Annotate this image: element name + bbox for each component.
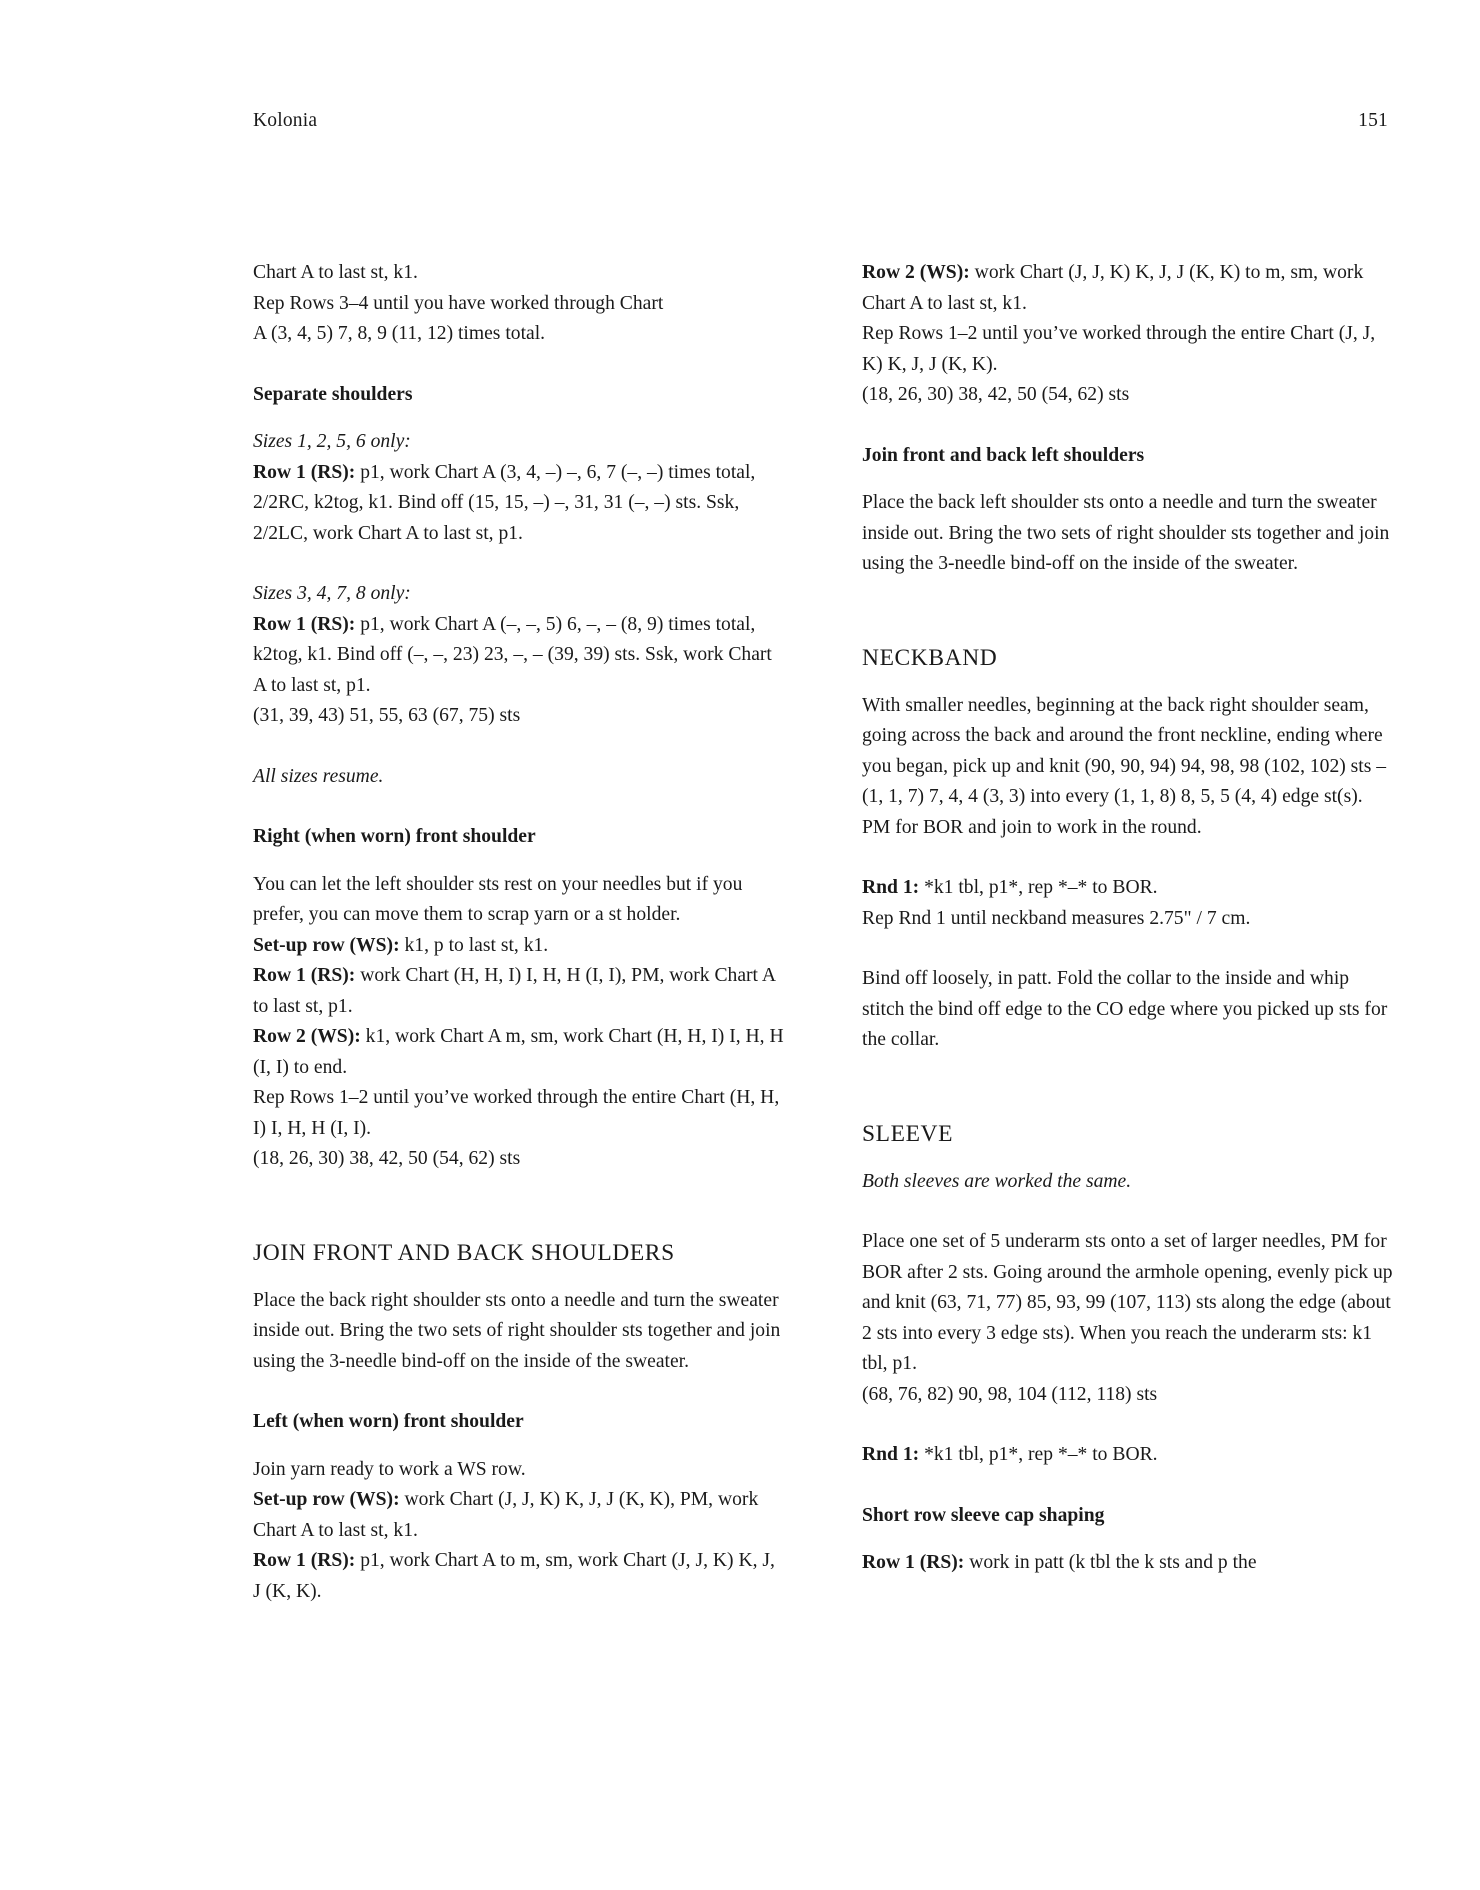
paragraph-right-shoulder: You can let the left shoulder sts rest on your needles but if you prefer, you can move them to scrap yarn or a st holder. — [253, 873, 743, 925]
note-both-sleeves: Both sleeves are worked the same. — [862, 1170, 1132, 1192]
heading-neckband: NECKBAND — [862, 644, 998, 671]
instruction-sizes-3478-row1 — [253, 610, 784, 702]
instruction-sizes-1256-row1 — [253, 458, 784, 550]
note-all-sizes-resume: All sizes resume. — [253, 765, 384, 787]
page-number: 151 — [1358, 110, 1388, 131]
left-column — [253, 258, 784, 1607]
heading-sleeve: SLEEVE — [862, 1120, 954, 1147]
label-short-row-row1: Row 1 (RS): — [862, 1552, 965, 1573]
label-row1-rs: Row 1 (RS): — [253, 461, 356, 483]
instruction-sleeve-rnd1 — [862, 1440, 1393, 1471]
heading-right-front-shoulder: Right (when worn) front shoulder — [253, 826, 536, 847]
instruction-rep-rows: Rep Rows 1–2 until you’ve worked through the entire Chart (H, H, I) I, H, H (I, I). — [253, 1087, 780, 1139]
text-short-row-row1: work in patt (k tbl the k sts and p the — [964, 1552, 1257, 1573]
heading-left-front-shoulder: Left (when worn) front shoulder — [253, 1411, 524, 1432]
text-row1: work Chart (H, H, I) I, H, H (I, I), PM, work Chart A to last st, p1. — [253, 965, 775, 1017]
paragraph-neckband: With smaller needles, beginning at the back right shoulder seam, going across the back and around the front neckline, ending where you began, pick up and knit (90, 90, 94) 94, 98, 98 (102, 102) sts – (1, 1, 7) 7, 4, 4 (3, 3) into every (1, 1, 8) 8, 5, 5 (4, 4) edge st(s). PM for BOR and join to work in the round. — [862, 694, 1387, 838]
text-row1-rs-alt: p1, work Chart A (–, –, 5) 6, –, – (8, 9) times total, k2tog, k1. Bind off (–, –, 23) 23, –, – (39, 39) sts. Ssk, work Chart A to last st, p1. — [253, 613, 772, 696]
label-left-setup-row-ws: Set-up row (WS): — [253, 1489, 400, 1510]
text-left-setup-row-ws: work Chart (J, J, K) K, J, J (K, K), PM, work Chart A to last st, k1. — [253, 1489, 759, 1541]
instruction-row2 — [253, 1022, 784, 1083]
note-sizes-3-4-7-8: Sizes 3, 4, 7, 8 only: — [253, 583, 411, 604]
text-sleeve-rnd1: *k1 tbl, p1*, rep *–* to BOR. — [919, 1444, 1158, 1465]
label-setup-row-ws: Set-up row (WS): — [253, 934, 400, 956]
text-row2: k1, work Chart A m, sm, work Chart (H, H, I) I, H, H (I, I) to end. — [253, 1026, 784, 1078]
label-sleeve-rnd1: Rnd 1: — [862, 1444, 920, 1465]
paragraph-left-shoulder: Join yarn ready to work a WS row. — [253, 1458, 526, 1480]
paragraph-chart-a-line1: Chart A to last st, k1. — [253, 262, 418, 283]
heading-short-row-sleeve-cap: Short row sleeve cap shaping — [862, 1504, 1105, 1526]
paragraph-join-shoulders: Place the back right shoulder sts onto a needle and turn the sweater inside out. Bring the two sets of right shoulder sts together and join using the 3-needle bind-off on the inside of the sweater. — [253, 1289, 781, 1372]
instruction-right-row2 — [862, 258, 1393, 319]
note-sizes-1-2-5-6: Sizes 1, 2, 5, 6 only: — [253, 431, 411, 452]
label-rnd1: Rnd 1: — [862, 877, 920, 898]
instruction-left-setup-row — [253, 1485, 784, 1546]
label-row2: Row 2 (WS): — [253, 1026, 361, 1047]
instruction-left-row1 — [253, 1546, 784, 1607]
paragraph-bind-off: Bind off loosely, in patt. Fold the collar to the inside and whip stitch the bind off edge to the CO edge where you picked up sts for the collar. — [862, 968, 1388, 1050]
heading-join-front-back-shoulders: JOIN FRONT AND BACK SHOULDERS — [253, 1239, 675, 1266]
instruction-row1 — [253, 961, 784, 1022]
stitch-count-right: (18, 26, 30) 38, 42, 50 (54, 62) sts — [862, 384, 1130, 405]
running-head-title: Kolonia — [253, 110, 318, 131]
text-setup-row-ws: k1, p to last st, k1. — [399, 934, 549, 956]
instruction-rnd1-rep: Rep Rnd 1 until neckband measures 2.75" / 7 cm. — [862, 907, 1251, 929]
label-right-row2: Row 2 (WS): — [862, 262, 970, 283]
two-column-body — [253, 258, 1393, 1607]
paragraph-sleeve: Place one set of 5 underarm sts onto a set of larger needles, PM for BOR after 2 sts. Going around the armhole opening, evenly pick up and knit (63, 71, 77) 85, 93, 99 (107, 113) sts along the edge (about 2 sts into every 3 edge sts). When you reach the underarm sts: k1 tbl, p1. — [862, 1231, 1393, 1374]
paragraph-join-left-shoulders: Place the back left shoulder sts onto a needle and turn the sweater inside out. Bring the two sets of right shoulder sts together and join using the 3-needle bind-off on the inside of the sweater. — [862, 492, 1390, 574]
text-row1-rs: p1, work Chart A (3, 4, –) –, 6, 7 (–, –) times total, 2/2RC, k2tog, k1. Bind off (15, 15, –) –, 31, 31 (–, –) sts. Ssk, 2/2LC, work Chart A to last st, p1. — [253, 461, 756, 544]
right-column — [862, 258, 1393, 1607]
instruction-short-row-row1 — [862, 1548, 1393, 1579]
heading-separate-shoulders: Separate shoulders — [253, 383, 413, 405]
text-rnd1: *k1 tbl, p1*, rep *–* to BOR. — [919, 877, 1158, 898]
stitch-count-sizes-3478: (31, 39, 43) 51, 55, 63 (67, 75) sts — [253, 705, 521, 726]
stitch-count-left: (18, 26, 30) 38, 42, 50 (54, 62) sts — [253, 1148, 521, 1169]
paragraph-chart-a-line3: A (3, 4, 5) 7, 8, 9 (11, 12) times total. — [253, 323, 546, 344]
label-row1: Row 1 (RS): — [253, 965, 356, 986]
instruction-right-rep-rows: Rep Rows 1–2 until you’ve worked through the entire Chart (J, J, K) K, J, J (K, K). — [862, 323, 1376, 375]
text-left-row1: p1, work Chart A to m, sm, work Chart (J, J, K) K, J, J (K, K). — [253, 1550, 775, 1602]
label-left-row1: Row 1 (RS): — [253, 1550, 356, 1571]
heading-join-left-shoulders: Join front and back left shoulders — [862, 444, 1145, 466]
instruction-setup-row — [253, 931, 784, 962]
label-row1-rs-alt: Row 1 (RS): — [253, 613, 356, 635]
stitch-count-sleeve: (68, 76, 82) 90, 98, 104 (112, 118) sts — [862, 1383, 1158, 1405]
running-head — [253, 110, 1388, 132]
instruction-rnd1 — [862, 873, 1393, 904]
paragraph-chart-a-line2: Rep Rows 3–4 until you have worked through Chart — [253, 292, 664, 314]
text-right-row2: work Chart (J, J, K) K, J, J (K, K) to m, sm, work Chart A to last st, k1. — [862, 262, 1364, 314]
